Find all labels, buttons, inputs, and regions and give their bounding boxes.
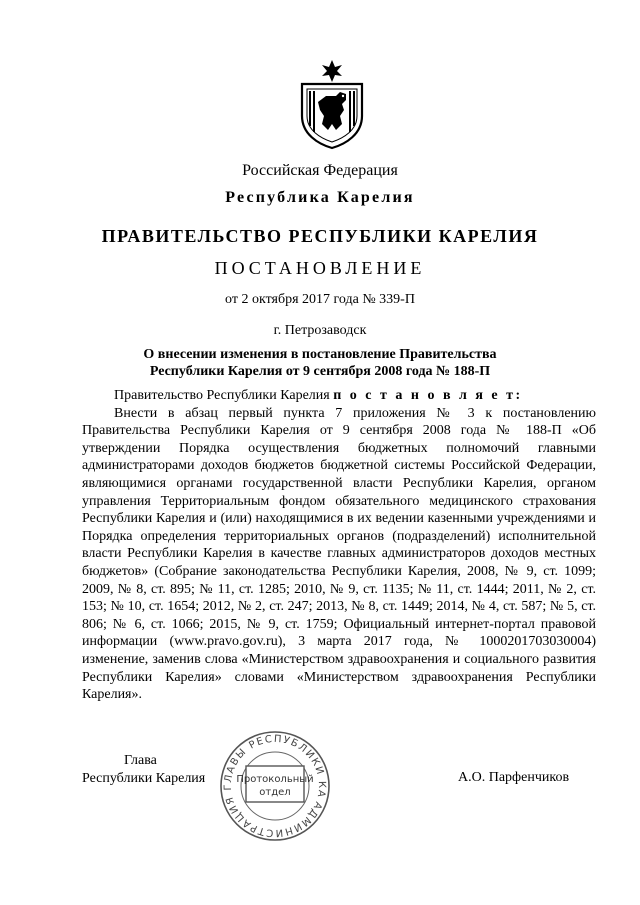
- republic-label: Республика Карелия: [225, 189, 415, 206]
- signatory-name: А.О. Парфенчиков: [458, 770, 570, 785]
- decree-subject: [0, 346, 640, 380]
- stamp-box-line-1: Протокольный: [236, 774, 314, 785]
- federation-label: Российская Федерация: [242, 162, 398, 179]
- decree-date-number: от 2 октября 2017 года № 339-П: [225, 292, 415, 307]
- signatory-title-line-2: Республики Карелия: [82, 771, 206, 786]
- stamp-seal: [216, 730, 334, 842]
- subject-line-2: Республики Карелия от 9 сентября 2008 года № 188-П: [149, 364, 491, 379]
- main-paragraph: Внести в абзац первый пункта 7 приложения № 3 к постановлению Правительства Республики Карелия от 9 сентября 2008 года № 188-П «Об утверждении Порядка осуществления бюджетных полномочий главными администраторами доходов бюджетов бюджетной системы Российской Федерации, являющимися органами государственной власти Республики Карелия, органом управления Территориальным фондом обязательного медицинского страхования Республики Карелия и (или) находящимися в их ведении казенными учреждениями и Порядка определения территориальных органов (подразделений) исполнительной власти Республики Карелия в качестве главных администраторов доходов местных бюджетов» (Собрание законодательства Республики Карелия, 2008, № 9, ст. 1099; 2009, № 8, ст. 895; № 11, ст. 1285; 2010, № 9, ст. 1135; № 11, ст. 1444; 2011, № 2, ст. 153; № 10, ст. 1654; 2012, № 2, ст. 247; 2013, № 8, ст. 1449; 2014, № 4, ст. 587; № 5, ст. 806; № 6, ст. 1066; 2015, № 9, ст. 1759; Официальный интернет-портал правовой информации (www.pravo.gov.ru), 3 марта 2017 года, № 1000201703030004) изменение, заменив слова «Министерством здравоохранения и социального развития Республики Карелия» словами «Министерством здравоохранения Республики Карелия».: [82, 405, 596, 703]
- decree-type: ПОСТАНОВЛЕНИЕ: [214, 258, 426, 278]
- stamp-box-line-2: отдел: [259, 787, 291, 798]
- resolves-word: п о с т а н о в л я е т:: [333, 388, 523, 403]
- stamp-ring-text: АДМИНИСТРАЦИЯ ГЛАВЫ РЕСПУБЛИКИ КАРЕЛИЯ: [222, 733, 328, 839]
- signatory-title-line-1: Глава: [124, 753, 157, 768]
- intro-text: Правительство Республики Карелия: [114, 388, 334, 403]
- coat-of-arms-icon: [296, 58, 368, 150]
- subject-line-1: О внесении изменения в постановление Правительства: [143, 347, 497, 362]
- city-label: г. Петрозаводск: [273, 323, 367, 338]
- decree-body: [82, 387, 596, 704]
- signatory-title: [82, 752, 205, 788]
- government-heading: ПРАВИТЕЛЬСТВО РЕСПУБЛИКИ КАРЕЛИЯ: [101, 226, 539, 246]
- intro-paragraph: [82, 387, 596, 405]
